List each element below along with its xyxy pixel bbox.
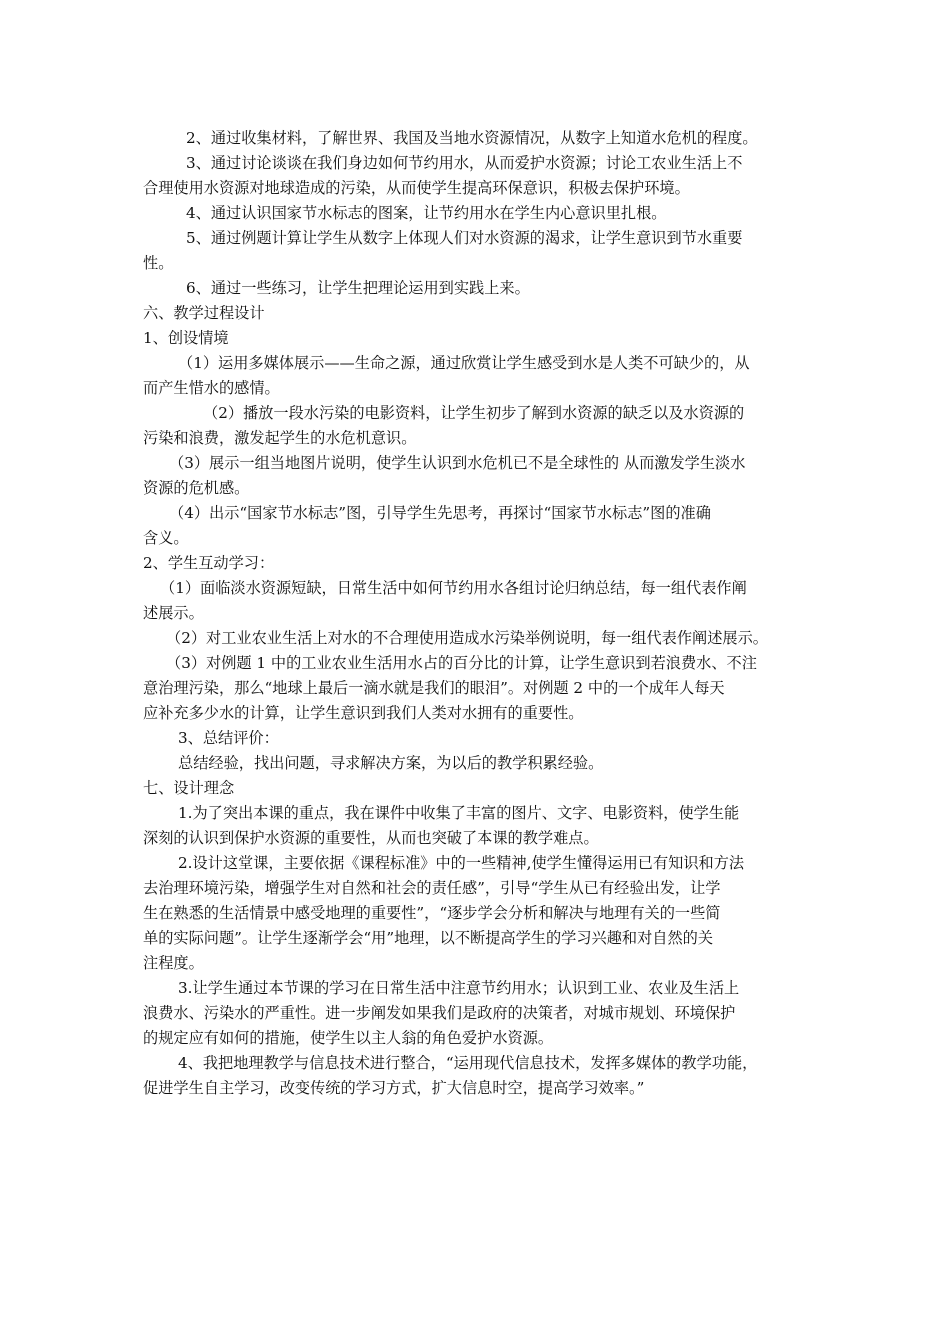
paragraph-line-7: 6、通过一些练习，让学生把理论运用到实践上来。 — [186, 279, 530, 297]
paragraph-line-17: 含义。 — [143, 529, 189, 547]
paragraph-line-29: 深刻的认识到保护水资源的重要性，从而也突破了本课的教学难点。 — [143, 829, 599, 847]
paragraph-line-33: 单的实际问题”。让学生逐渐学会“用”地理，以不断提高学生的学习兴趣和对自然的关 — [143, 929, 714, 947]
paragraph-line-6: 性。 — [143, 254, 174, 272]
paragraph-line-28: 1.为了突出本课的重点，我在课件中收集了丰富的图片、文字、电影资料，使学生能 — [178, 804, 740, 822]
paragraph-line-31: 去治理环境污染，增强学生对自然和社会的责任感”，引导“学生从已有经验出发，让学 — [143, 879, 721, 897]
paragraph-line-21: （2）对工业农业生活上对水的不合理使用造成水污染举例说明，每一组代表作阐述展示。 — [166, 629, 768, 647]
paragraph-line-35: 3.让学生通过本节课的学习在日常生活中注意节约用水；认识到工业、农业及生活上 — [178, 979, 740, 997]
subheading-3: 3、总结评价： — [178, 729, 279, 747]
section-heading-7: 七、设计理念 — [143, 779, 235, 797]
paragraph-line-13: 污染和浪费，激发起学生的水危机意识。 — [143, 429, 417, 447]
paragraph-line-16: （4）出示“国家节水标志”图，引导学生先思考，再探讨“国家节水标志”图的准确 — [169, 504, 711, 522]
paragraph-line-22: （3）对例题 1 中的工业农业生活用水占的百分比的计算，让学生意识到若浪费水、不注 — [166, 654, 757, 672]
paragraph-line-12: （2）播放一段水污染的电影资料，让学生初步了解到水资源的缺乏以及水资源的 — [203, 404, 745, 422]
paragraph-line-2: 3、通过讨论谈谈在我们身边如何节约用水，从而爱护水资源；讨论工农业生活上不 — [186, 154, 743, 172]
paragraph-line-36: 浪费水、污染水的严重性。进一步阐发如果我们是政府的决策者，对城市规划、环境保护 — [143, 1004, 736, 1022]
paragraph-line-11: 而产生惜水的感情。 — [143, 379, 280, 397]
section-heading-6: 六、教学过程设计 — [143, 304, 265, 322]
paragraph-line-20: 述展示。 — [143, 604, 204, 622]
paragraph-line-5: 5、通过例题计算让学生从数字上体现人们对水资源的渴求，让学生意识到节水重要 — [186, 229, 743, 247]
paragraph-line-24: 应补充多少水的计算，让学生意识到我们人类对水拥有的重要性。 — [143, 704, 584, 722]
paragraph-line-10: （1）运用多媒体展示——生命之源，通过欣赏让学生感受到水是人类不可缺少的，从 — [178, 354, 750, 372]
paragraph-line-37: 的规定应有如何的措施，使学生以主人翁的角色爱护水资源。 — [143, 1029, 554, 1047]
paragraph-line-26: 总结经验，找出问题，寻求解决方案，为以后的教学积累经验。 — [178, 754, 604, 772]
paragraph-line-19: （1）面临淡水资源短缺，日常生活中如何节约用水各组讨论归纳总结，每一组代表作阐 — [160, 579, 747, 597]
paragraph-line-1: 2、通过收集材料，了解世界、我国及当地水资源情况，从数字上知道水危机的程度。 — [186, 129, 758, 147]
paragraph-line-14: （3）展示一组当地图片说明，使学生认识到水危机已不是全球性的 从而激发学生淡水 — [169, 454, 746, 472]
paragraph-line-39: 促进学生自主学习，改变传统的学习方式，扩大信息时空，提高学习效率。” — [143, 1079, 645, 1097]
paragraph-line-3: 合理使用水资源对地球造成的污染，从而使学生提高环保意识，积极去保护环境。 — [143, 179, 690, 197]
paragraph-line-30: 2.设计这堂课，主要依据《课程标准》中的一些精神,使学生懂得运用已有知识和方法 — [178, 854, 745, 872]
paragraph-line-38: 4、我把地理教学与信息技术进行整合，“运用现代信息技术，发挥多媒体的教学功能， — [178, 1054, 758, 1072]
paragraph-line-32: 生在熟悉的生活情景中感受地理的重要性”，“逐步学会分析和解决与地理有关的一些简 — [143, 904, 721, 922]
paragraph-line-15: 资源的危机感。 — [143, 479, 250, 497]
paragraph-line-34: 注程度。 — [143, 954, 204, 972]
subheading-1: 1、创设情境 — [143, 329, 229, 347]
subheading-2: 2、学生互动学习： — [143, 554, 275, 572]
paragraph-line-23: 意治理污染，那么“地球上最后一滴水就是我们的眼泪”。对例题 2 中的一个成年人每天 — [143, 679, 725, 697]
paragraph-line-4: 4、通过认识国家节水标志的图案，让节约用水在学生内心意识里扎根。 — [186, 204, 667, 222]
